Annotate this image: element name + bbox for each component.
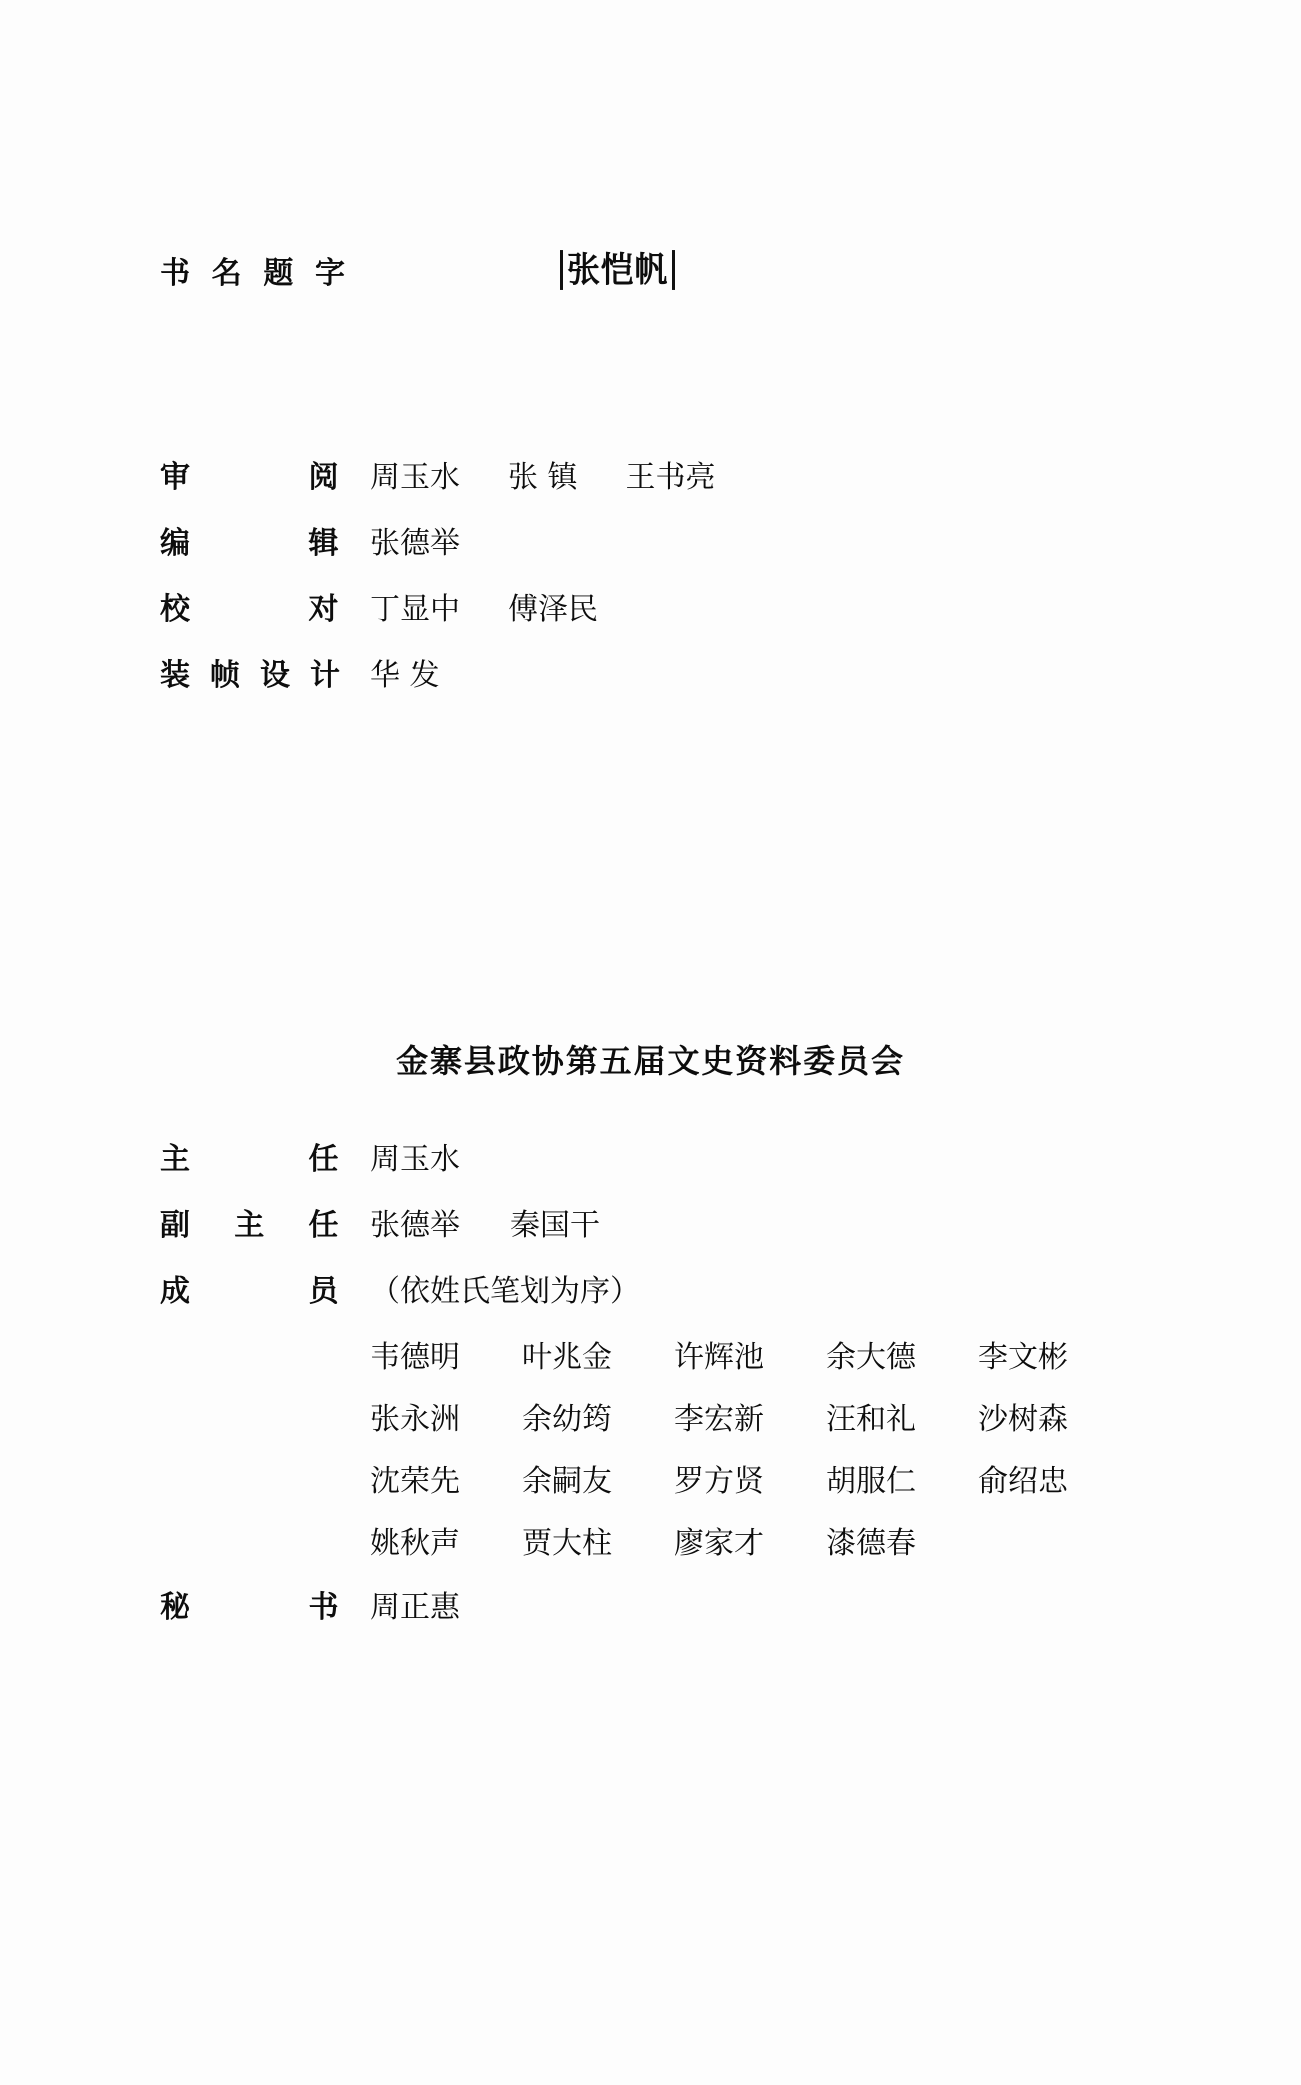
- label-char: 主: [160, 1142, 192, 1177]
- label-char: 任: [308, 1208, 340, 1243]
- credit-label-review: [160, 452, 340, 496]
- person-name: 周正惠: [370, 1590, 460, 1625]
- label-char: 字: [314, 256, 345, 291]
- committee-values-secretary: [370, 1582, 460, 1626]
- label-char: 员: [308, 1274, 340, 1309]
- member-name: 余嗣友: [522, 1464, 612, 1499]
- committee-label-director: [160, 1134, 340, 1178]
- committee-row-secretary: [160, 1582, 1130, 1626]
- person-name: 周玉水: [370, 1142, 460, 1177]
- credit-values-review: [370, 452, 716, 496]
- member-name: 余幼筠: [522, 1402, 612, 1437]
- person-name: 秦国干: [510, 1208, 600, 1243]
- label-char: 阅: [308, 460, 340, 495]
- member-row: [370, 1456, 1130, 1500]
- label-char: 书: [160, 256, 190, 291]
- label-char: 计: [310, 658, 340, 693]
- member-name: 李宏新: [674, 1402, 764, 1437]
- label-char: 书: [308, 1590, 340, 1625]
- title-inscription-label: [160, 248, 345, 292]
- person-name: 丁显中: [370, 592, 460, 627]
- member-name: 廖家才: [674, 1526, 764, 1561]
- member-name: 余大德: [826, 1340, 916, 1375]
- member-name: 李文彬: [978, 1340, 1068, 1375]
- person-name: 傅泽民: [508, 592, 598, 627]
- person-name: 张 镇: [508, 460, 578, 495]
- label-char: 成: [160, 1274, 192, 1309]
- credits-block: [160, 452, 716, 716]
- credit-values-proofreader: [370, 584, 598, 628]
- person-name: 周玉水: [370, 460, 460, 495]
- member-row: [370, 1332, 1130, 1376]
- member-name: 沈荣先: [370, 1464, 460, 1499]
- credit-row-review: [160, 452, 716, 496]
- member-name: 张永洲: [370, 1402, 460, 1437]
- member-name: 汪和礼: [826, 1402, 916, 1437]
- label-char: 校: [160, 592, 192, 627]
- member-row: [370, 1394, 1130, 1438]
- credit-values-design: [370, 650, 440, 694]
- member-name: 漆德春: [826, 1526, 916, 1561]
- member-name: 沙树森: [978, 1402, 1068, 1437]
- person-name: 张德举: [370, 526, 460, 561]
- member-name: 韦德明: [370, 1340, 460, 1375]
- member-row: [370, 1518, 1130, 1562]
- committee-label-secretary: [160, 1582, 340, 1626]
- committee-label-members: [160, 1266, 340, 1310]
- credit-label-proofreader: [160, 584, 340, 628]
- member-name: 叶兆金: [522, 1340, 612, 1375]
- credit-row-design: [160, 650, 716, 694]
- label-char: 审: [160, 460, 192, 495]
- label-char: 帧: [210, 658, 240, 693]
- credit-label-editor: [160, 518, 340, 562]
- title-inscription-signature: 张恺帆: [560, 250, 675, 290]
- member-name: 胡服仁: [826, 1464, 916, 1499]
- title-inscription-row: [160, 248, 675, 292]
- label-char: 名: [211, 256, 242, 291]
- label-char: 编: [160, 526, 192, 561]
- committee-members-note: [370, 1266, 640, 1310]
- committee-values-director: [370, 1134, 460, 1178]
- label-char: 题: [263, 256, 294, 291]
- person-name: 王书亮: [625, 460, 716, 495]
- person-name: 张德举: [370, 1208, 460, 1243]
- members-ordering-note: （依姓氏笔划为序）: [370, 1274, 640, 1309]
- committee-row-deputy-director: [160, 1200, 1130, 1244]
- member-name: 许辉池: [674, 1340, 764, 1375]
- credit-label-design: [160, 650, 340, 694]
- committee-values-deputy-director: [370, 1200, 600, 1244]
- member-name: 姚秋声: [370, 1526, 460, 1561]
- committee-label-deputy-director: [160, 1200, 340, 1244]
- label-char: 辑: [308, 526, 340, 561]
- committee-row-members: [160, 1266, 1130, 1310]
- label-char: 对: [308, 592, 340, 627]
- member-grid: [370, 1332, 1130, 1562]
- label-char: 装: [160, 658, 190, 693]
- label-char: 设: [260, 658, 290, 693]
- label-char: 秘: [160, 1590, 192, 1625]
- committee-block: [160, 1134, 1130, 1648]
- member-name: 贾大柱: [522, 1526, 612, 1561]
- credit-values-editor: [370, 518, 460, 562]
- member-name: 罗方贤: [674, 1464, 764, 1499]
- member-name: 俞绍忠: [978, 1464, 1068, 1499]
- label-char: 副: [160, 1208, 192, 1243]
- committee-row-director: [160, 1134, 1130, 1178]
- committee-heading: 金寨县政协第五届文史资料委员会: [396, 1042, 905, 1080]
- label-char: 任: [308, 1142, 340, 1177]
- label-char: 主: [234, 1208, 266, 1243]
- person-name: 华 发: [370, 658, 440, 693]
- credit-row-proofreader: [160, 584, 716, 628]
- credit-row-editor: [160, 518, 716, 562]
